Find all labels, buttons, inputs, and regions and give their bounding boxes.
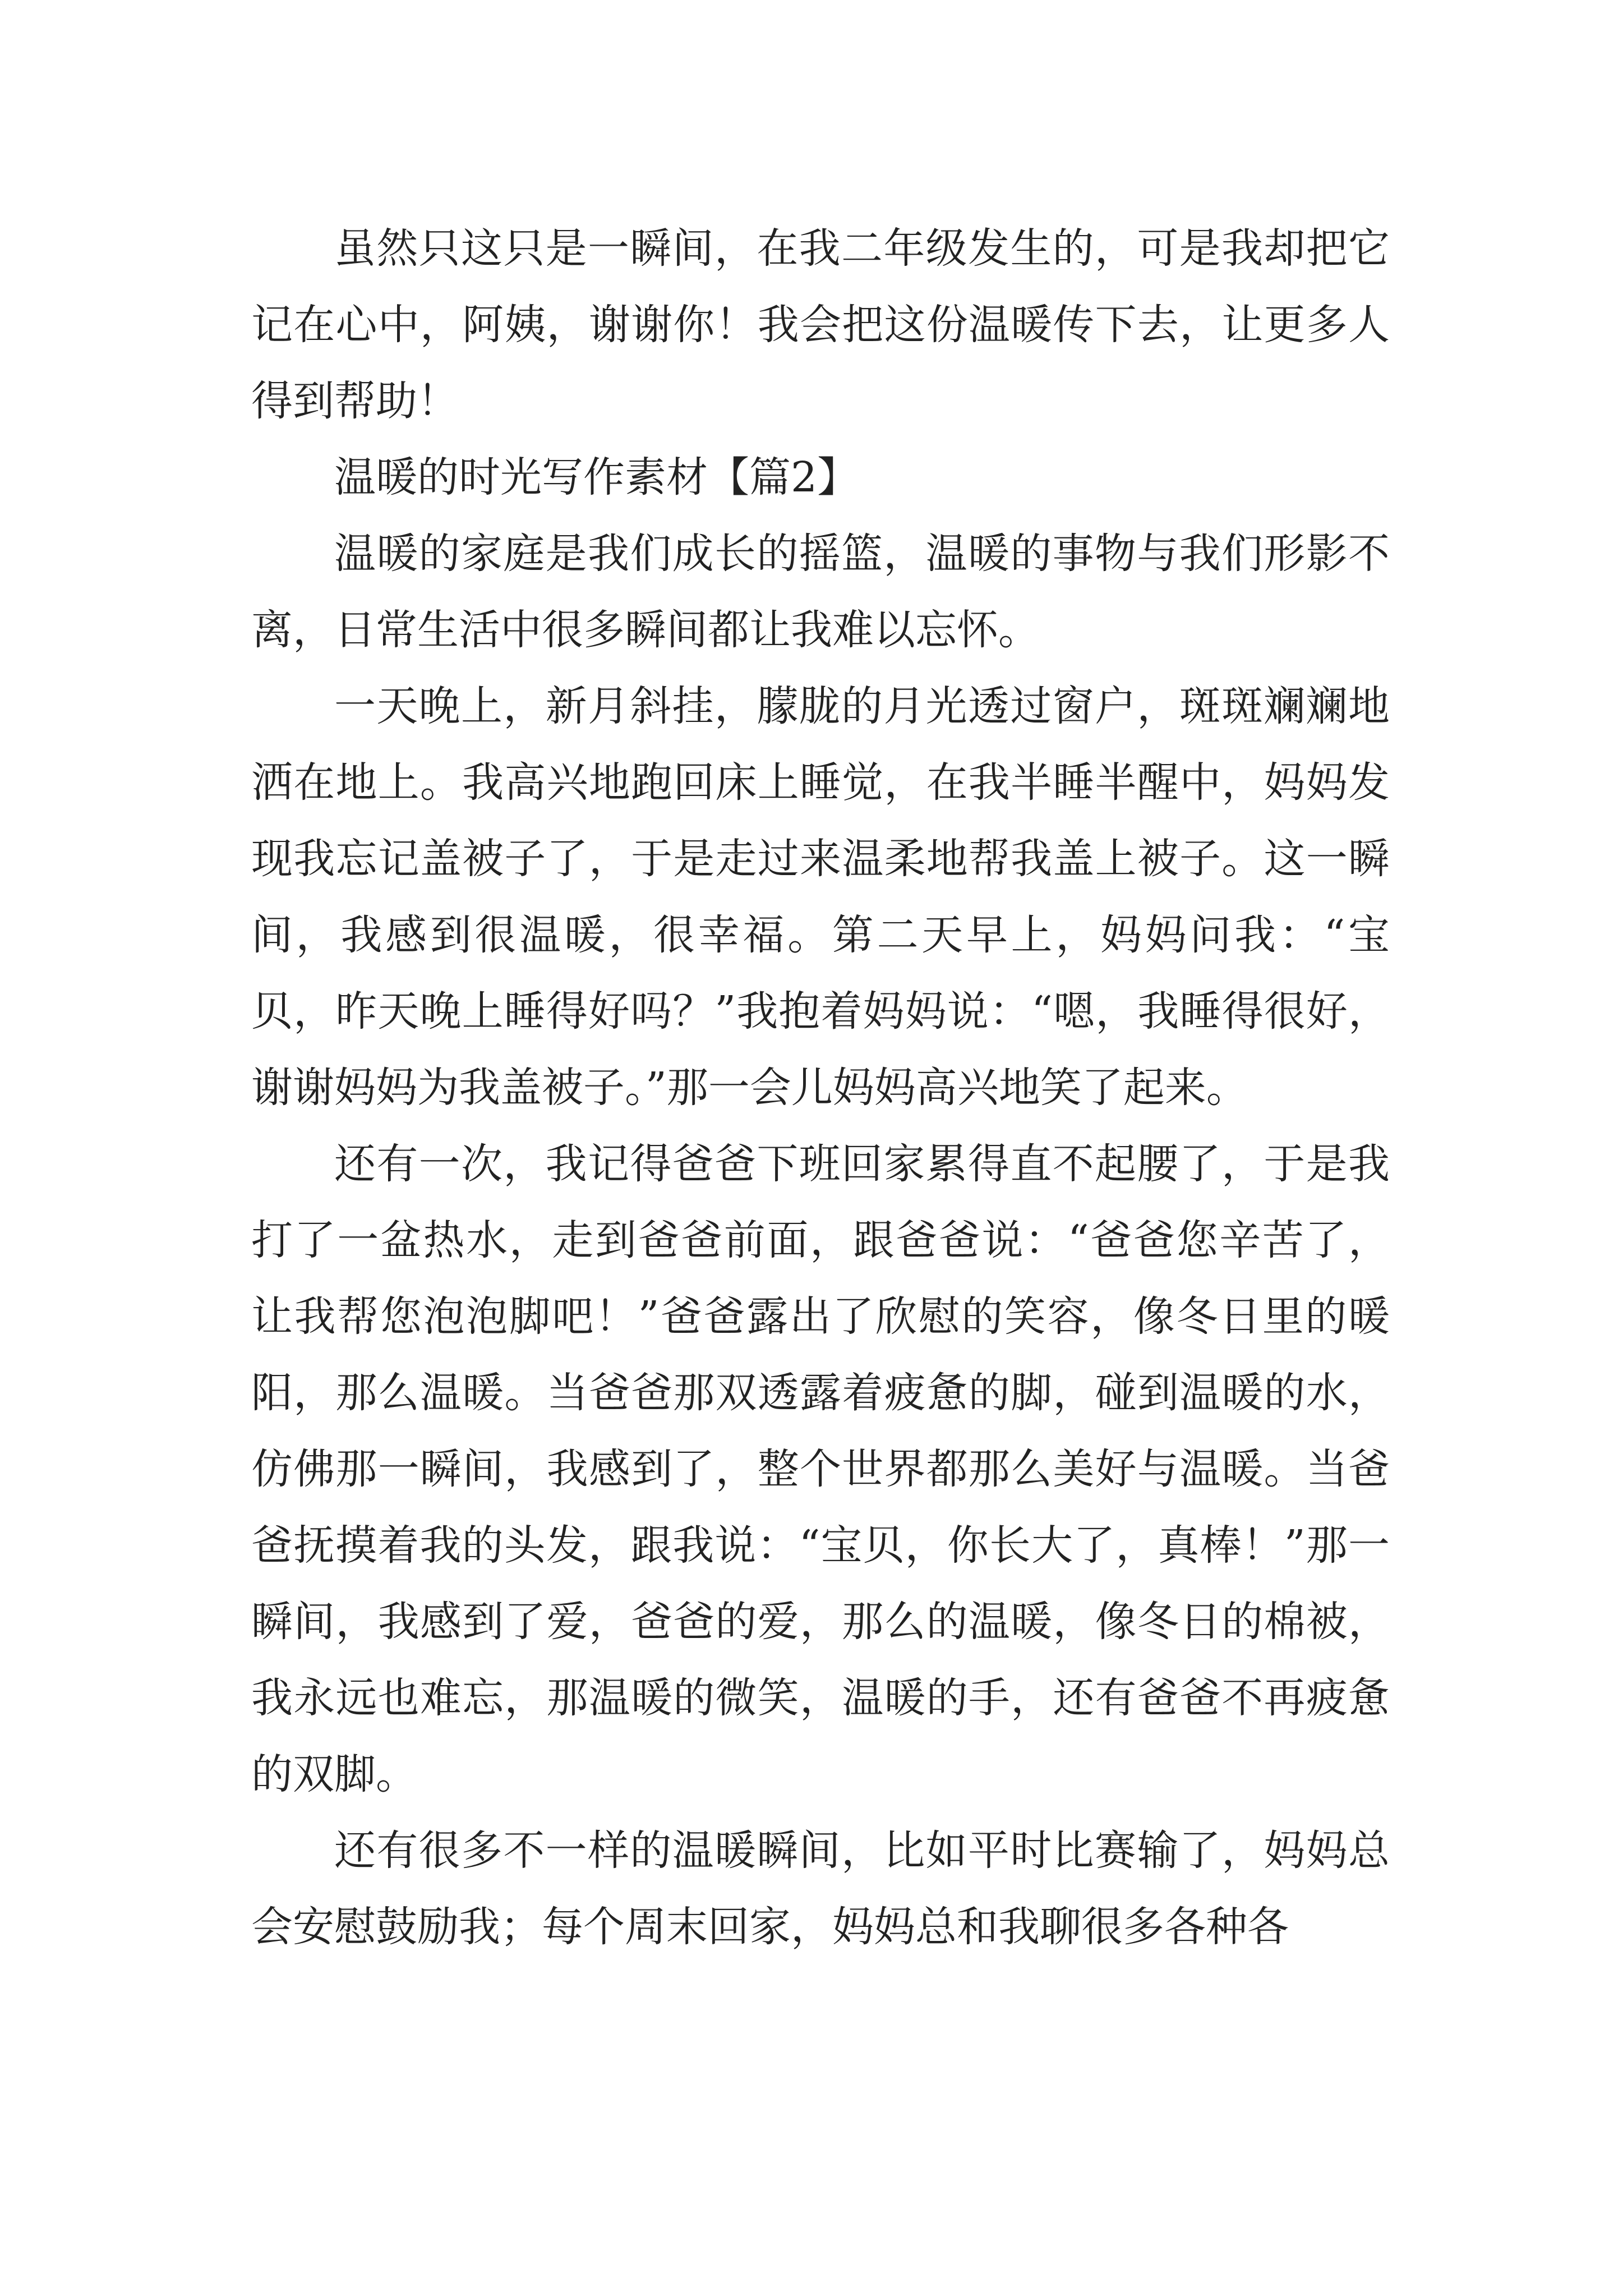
paragraph-intro: 温暖的家庭是我们成长的摇篮，温暖的事物与我们形影不离，日常生活中很多瞬间都让我难以忘怀。 (251, 530, 1390, 654)
paragraph-father-footbath: 还有一次，我记得爸爸下班回家累得直不起腰了，于是我打了一盆热水，走到爸爸前面，跟爸爸说：“爸爸您辛苦了，让我帮您泡泡脚吧！”爸爸露出了欣慰的笑容，像冬日里的暖阳，那么温暖。当爸爸那双透露着疲惫的脚，碰到温暖的水，仿佛那一瞬间，我感到了，整个世界都那么美好与温暖。当爸爸抚摸着我的头发，跟我说：“宝贝，你长大了，真棒！”那一瞬间，我感到了爱，爸爸的爱，那么的温暖，像冬日的棉被，我永远也难忘，那温暖的微笑，温暖的手，还有爸爸不再疲惫的双脚。 (251, 1140, 1390, 1798)
section-heading: 温暖的时光写作素材【篇2】 (334, 453, 859, 501)
paragraph-more-moments: 还有很多不一样的温暖瞬间，比如平时比赛输了，妈妈总会安慰鼓励我；每个周末回家，妈妈总和我聊很多各种各 (251, 1826, 1390, 1951)
paragraph-closing-thanks: 虽然只这只是一瞬间，在我二年级发生的，可是我却把它记在心中，阿姨，谢谢你！我会把这份温暖传下去，让更多人得到帮助！ (251, 224, 1390, 425)
document-body (251, 210, 1390, 1965)
paragraph-mother-night: 一天晚上，新月斜挂，朦胧的月光透过窗户，斑斑斓斓地洒在地上。我高兴地跑回床上睡觉，在我半睡半醒中，妈妈发现我忘记盖被子了，于是走过来温柔地帮我盖上被子。这一瞬间，我感到很温暖，很幸福。第二天早上，妈妈问我：“宝贝，昨天晚上睡得好吗？”我抱着妈妈说：“嗯，我睡得很好，谢谢妈妈为我盖被子。”那一会儿妈妈高兴地笑了起来。 (251, 682, 1390, 1112)
